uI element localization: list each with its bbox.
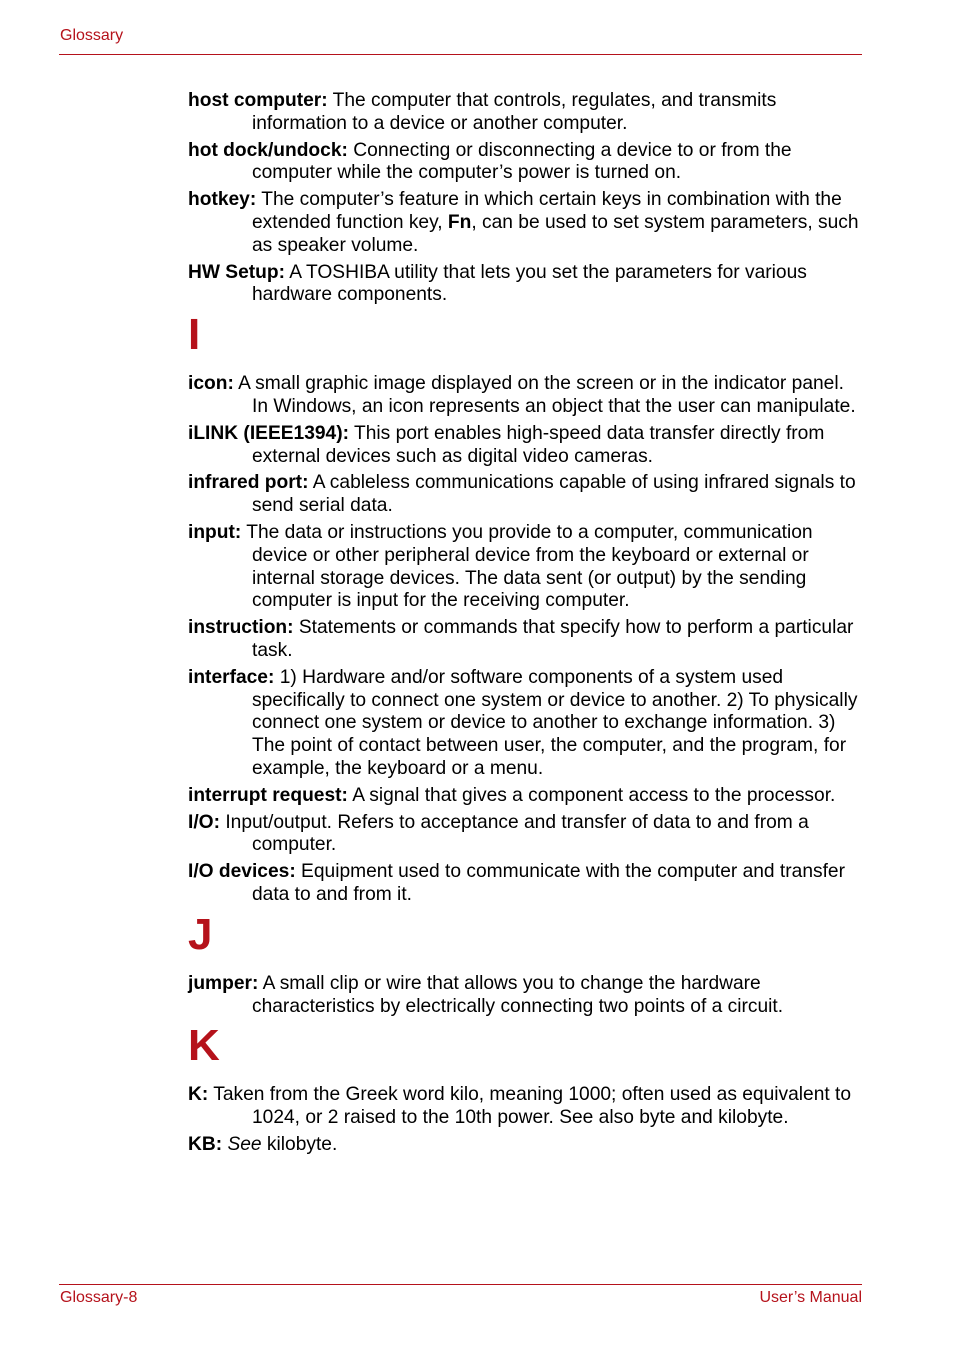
glossary-term: instruction:	[188, 617, 294, 639]
glossary-term: hotkey:	[188, 189, 257, 211]
footer-divider	[59, 1284, 862, 1285]
glossary-entry	[188, 617, 864, 663]
glossary-content	[188, 90, 864, 1161]
glossary-definition: A TOSHIBA utility that lets you set the parameters for various hardware components.	[252, 261, 807, 306]
glossary-term: interrupt request:	[188, 784, 348, 806]
glossary-entry	[188, 373, 864, 419]
page-header-title: Glossary	[60, 27, 124, 44]
glossary-term: iLINK (IEEE1394):	[188, 422, 350, 444]
definition-text: , can be used to set system parameters, such as speaker volume.	[252, 211, 859, 256]
glossary-entry	[188, 90, 864, 136]
glossary-definition: Equipment used to communicate with the computer and transfer data to and from it.	[252, 861, 845, 905]
glossary-definition: The computer that controls, regulates, and transmits information to a device or another computer.	[252, 90, 777, 134]
glossary-definition: Connecting or disconnecting a device to or from the computer while the computer’s power is turned on.	[252, 139, 792, 184]
section-letter-heading: J	[188, 909, 213, 959]
glossary-entry	[188, 189, 864, 257]
glossary-entry	[188, 472, 864, 518]
glossary-definition: Taken from the Greek word kilo, meaning 1000; often used as equivalent to 1024, or 2 raised to the 10th power. See also byte and kilobyte.	[208, 1084, 852, 1129]
definition-see-reference: See	[227, 1133, 262, 1155]
glossary-term: KB:	[188, 1133, 223, 1155]
glossary-term: host computer:	[188, 90, 328, 111]
glossary-definition: A small clip or wire that allows you to change the hardware characteristics by electrically connecting two points of a circuit.	[252, 972, 784, 1017]
glossary-definition	[222, 1134, 337, 1155]
glossary-term: jumper:	[188, 972, 259, 994]
glossary-term: icon:	[188, 373, 234, 395]
glossary-term: K:	[188, 1084, 209, 1106]
glossary-term: I/O:	[188, 811, 220, 833]
glossary-entry	[188, 973, 864, 1019]
glossary-definition	[252, 189, 859, 256]
glossary-definition: A cableless communications capable of using infrared signals to send serial data.	[252, 472, 856, 517]
glossary-entry	[188, 1084, 864, 1130]
glossary-entry	[188, 785, 864, 808]
glossary-term: HW Setup:	[188, 261, 285, 283]
glossary-entry	[188, 423, 864, 469]
definition-key-name: Fn	[447, 211, 472, 233]
glossary-definition: This port enables high-speed data transfer directly from external devices such as digital video cameras.	[252, 422, 825, 467]
glossary-entry	[188, 522, 864, 613]
glossary-definition: Statements or commands that specify how to perform a particular task.	[252, 617, 854, 661]
glossary-definition: The data or instructions you provide to a computer, communication device or other peripheral device from the keyboard or external or internal storage devices. The data sent (or output) by the sending computer is input for the receiving computer.	[241, 521, 813, 612]
section-letter-heading: K	[188, 1021, 220, 1071]
definition-text: kilobyte.	[261, 1133, 338, 1155]
glossary-term: infrared port:	[188, 472, 309, 494]
glossary-term: interface:	[188, 666, 275, 688]
glossary-entry	[188, 667, 864, 781]
glossary-entry	[188, 140, 864, 186]
section-letter-heading: I	[188, 310, 201, 360]
glossary-term: input:	[188, 521, 242, 543]
glossary-definition: Input/output. Refers to acceptance and transfer of data to and from a computer.	[219, 811, 809, 856]
footer-manual-title: User’s Manual	[759, 1289, 862, 1306]
glossary-definition: A small graphic image displayed on the screen or in the indicator panel. In Windows, an icon represents an object that the user can manipulate.	[233, 373, 856, 417]
glossary-entry	[188, 1134, 864, 1157]
footer-page-number: Glossary-8	[60, 1289, 138, 1306]
glossary-definition: A signal that gives a component access to the processor.	[347, 784, 836, 806]
glossary-definition: 1) Hardware and/or software components of a system used specifically to connect one system or device to another. 2) To physically connect one system or device to another to exchange information. 3) The point of contact between user, the computer, and the program, for example, the keyboard or a menu.	[252, 666, 858, 779]
glossary-term: I/O devices:	[188, 861, 296, 883]
glossary-term: hot dock/undock:	[188, 139, 348, 161]
header-divider	[59, 54, 862, 55]
glossary-entry	[188, 861, 864, 907]
glossary-entry	[188, 812, 864, 858]
glossary-entry	[188, 262, 864, 308]
definition-text: The computer’s feature in which certain keys in combination with the extended function key,	[252, 189, 842, 233]
